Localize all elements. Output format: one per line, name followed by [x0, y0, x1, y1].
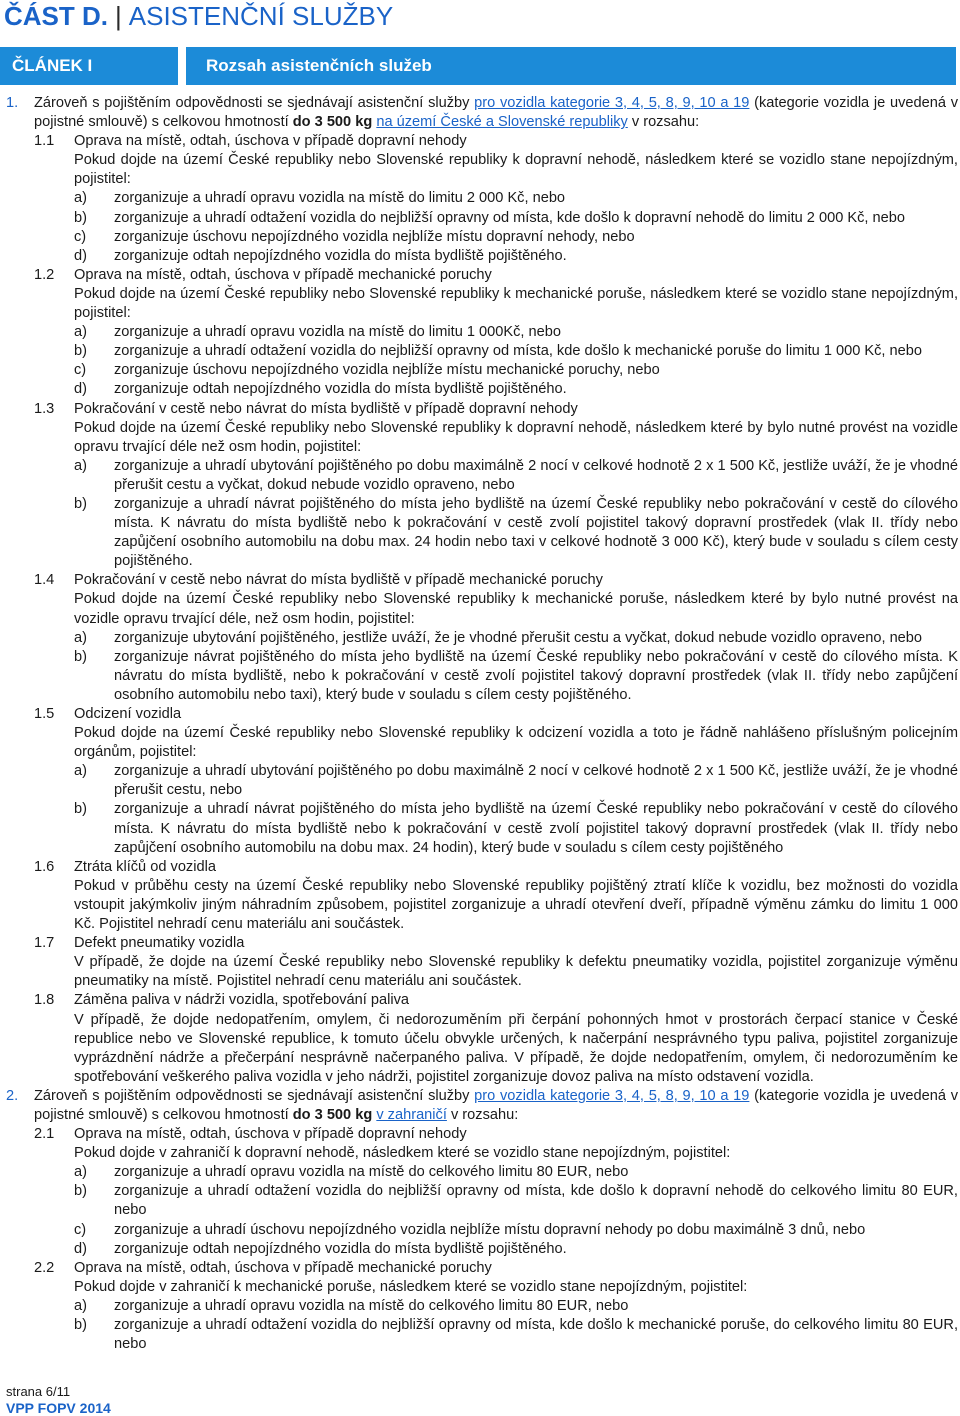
- item-text: zorganizuje a uhradí návrat pojištěného do místa jeho bydliště na území České republiky nebo pokračování v cestě do cílového místa. K návratu do místa bydliště nebo k pokračování v cestě zvolí pojistitel takový dopravní prostředek (vlak II. třídy nebo zapůjčení osobního automobilu na dobu max. 24 hodin nebo taxi v celkové hodnotě 3 000 Kč), který bude v souladu s cílem cesty pojištěného.: [114, 495, 958, 570]
- section-number: 2.: [6, 1087, 19, 1104]
- item-label: a): [74, 324, 87, 341]
- list-item: [6, 1297, 958, 1316]
- subsection-intro: Pokud dojde v zahraničí k mechanické poruše, následkem které se vozidlo stane nepojízdným, pojistitel:: [74, 1278, 748, 1295]
- text-span: (kategorie vozidla je uvedená v pojistné smlouvě) s celkovou hmotností: [34, 1087, 958, 1123]
- weight-limit: do 3 500 kg: [292, 1106, 373, 1123]
- item-label: c): [74, 362, 87, 379]
- text-span: v rozsahu:: [627, 114, 700, 131]
- subsection-text: V případě, že dojde na území České republiky nebo Slovenské republiky k defektu pneumatiky vozidla, pojistitel zorganizuje výměnu pneumatiky na místě. Pojistitel nehradí cenu materiálu ani součástek.: [74, 954, 958, 990]
- item-label: b): [74, 801, 87, 818]
- subsection-1-5: [6, 705, 958, 858]
- item-text: zorganizuje a uhradí odtažení vozidla do nejbližší opravny od místa, kde došlo k dopravní nehodě do celkového limitu 80 EUR, nebo: [114, 1183, 958, 1219]
- list-item: [6, 189, 958, 208]
- item-text: zorganizuje a uhradí odtažení vozidla do nejbližší opravny od místa, kde došlo k mechanické poruše, do celkového limitu 80 EUR, nebo: [114, 1317, 958, 1353]
- part-label: ČÁST D.: [4, 1, 108, 31]
- section-1: [6, 94, 958, 132]
- document-code: VPP FOPV 2014: [6, 1400, 111, 1416]
- item-label: a): [74, 190, 87, 207]
- item-text: zorganizuje a uhradí úschovu nepojízdného vozidla nejblíže místu dopravní nehody po dobu maximálně 3 dnů, nebo: [114, 1221, 866, 1238]
- list-item: [6, 247, 958, 266]
- item-text: zorganizuje úschovu nepojízdného vozidla nejblíže místu dopravní nehody, nebo: [114, 228, 635, 245]
- subsection-number: 1.7: [34, 935, 55, 952]
- item-text: zorganizuje odtah nepojízdného vozidla do místa bydliště pojištěného.: [114, 247, 567, 264]
- text-span: v rozsahu:: [446, 1106, 519, 1123]
- list-item: [6, 342, 958, 361]
- list-item: [6, 800, 958, 857]
- list-item: [6, 1163, 958, 1182]
- subsection-1-6: [6, 858, 958, 934]
- list-item: [6, 495, 958, 571]
- subsection-intro: Pokud dojde na území České republiky nebo Slovenské republiky k dopravní nehodě, následkem které by bylo nutné provést na vozidle opravu trvající déle než osm hodin, pojistitel:: [74, 419, 958, 455]
- weight-limit: do 3 500 kg: [292, 114, 373, 131]
- section-number: 1.: [6, 95, 19, 111]
- list-item: [6, 228, 958, 247]
- subsection-title: Pokračování v cestě nebo návrat do místa bydliště v případě mechanické poruchy: [74, 572, 603, 589]
- item-text: zorganizuje a uhradí odtažení vozidla do nejbližší opravny od místa, kde došlo k mechanické poruše do limitu 1 000 Kč, nebo: [114, 343, 922, 360]
- text-span: (kategorie vozidla je uvedená v pojistné smlouvě) s celkovou hmotností: [34, 95, 958, 131]
- page-header: [4, 0, 393, 34]
- subsection-2-2: [6, 1259, 958, 1354]
- item-label: a): [74, 763, 87, 780]
- subsection-intro: Pokud dojde na území České republiky nebo Slovenské republiky k odcizení vozidla a toto je řádně nahlášeno příslušným policejním orgánům, pojistitel:: [74, 725, 958, 761]
- item-text: zorganizuje a uhradí opravu vozidla na místě do limitu 1 000Kč, nebo: [114, 324, 561, 341]
- item-text: zorganizuje odtah nepojízdného vozidla do místa bydliště pojištěného.: [114, 1240, 567, 1257]
- subsection-number: 1.8: [34, 992, 55, 1009]
- section-2: [6, 1087, 958, 1125]
- list-item: [6, 361, 958, 380]
- item-label: a): [74, 1297, 87, 1314]
- list-item: [6, 380, 958, 399]
- article-banner: [0, 47, 960, 85]
- list-item: [6, 648, 958, 705]
- subsection-title: Oprava na místě, odtah, úschova v případě mechanické poruchy: [74, 266, 492, 283]
- item-text: zorganizuje odtah nepojízdného vozidla do místa bydliště pojištěného.: [114, 381, 567, 398]
- item-label: a): [74, 457, 87, 474]
- item-text: zorganizuje ubytování pojištěného, jestliže uváží, že je vhodné přerušit cestu a vyčkat, dokud nebude vozidlo opraveno, nebo: [114, 629, 923, 646]
- subsection-1-3: [6, 400, 958, 572]
- subsection-intro: Pokud dojde na území České republiky nebo Slovenské republiky k mechanické poruše, následkem které by bylo nutné provést na vozidle opravu trvající déle, než osm hodin, pojistitel:: [74, 591, 958, 627]
- subsection-number: 2.1: [34, 1126, 55, 1143]
- list-item: [6, 1182, 958, 1220]
- item-text: zorganizuje a uhradí opravu vozidla na místě do limitu 2 000 Kč, nebo: [114, 190, 566, 207]
- article-heading: Rozsah asistenčních služeb: [186, 47, 956, 85]
- item-text: zorganizuje návrat pojištěného do místa jeho bydliště na území České republiky nebo pokračování v cestě do cílového místa. K návratu do místa bydliště, nebo k pokračování v cestě zvolí pojistitel takový dopravní prostředek (vlak II. třídy nebo zapůjčení osobního automobilu nebo taxi), který bude v souladu s cílem cesty pojištěného.: [114, 648, 958, 703]
- text-span: Zároveň s pojištěním odpovědnosti se sjednávají asistenční služby: [34, 1087, 475, 1104]
- item-label: d): [74, 1240, 87, 1257]
- subsection-1-7: [6, 934, 958, 991]
- territory-link[interactable]: v zahraničí: [376, 1106, 447, 1123]
- text-span: Zároveň s pojištěním odpovědnosti se sjednávají asistenční služby: [34, 95, 475, 111]
- item-text: zorganizuje a uhradí ubytování pojištěného po dobu maximálně 2 nocí v celkové hodnotě 2 x 1 500 Kč, jestliže uváží, že je vhodné přerušit cestu, nebo: [114, 763, 958, 799]
- vehicle-category-link[interactable]: pro vozidla kategorie 3, 4, 5, 8, 9, 10 a 19: [474, 95, 750, 111]
- subsection-number: 1.2: [34, 266, 55, 283]
- list-item: [6, 209, 958, 228]
- subsection-1-1: [6, 132, 958, 266]
- part-title: ASISTENČNÍ SLUŽBY: [128, 1, 394, 31]
- list-item: [6, 1240, 958, 1259]
- item-label: a): [74, 1164, 87, 1181]
- page-number: strana 6/11: [6, 1384, 71, 1399]
- item-text: zorganizuje a uhradí opravu vozidla na místě do celkového limitu 80 EUR, nebo: [114, 1297, 629, 1314]
- banner-gap: [178, 47, 186, 85]
- subsection-title: Oprava na místě, odtah, úschova v případě dopravní nehody: [74, 1126, 467, 1143]
- item-text: zorganizuje úschovu nepojízdného vozidla nejblíže místu mechanické poruchy, nebo: [114, 362, 660, 379]
- list-item: [6, 1221, 958, 1240]
- item-label: c): [74, 1221, 87, 1238]
- document-body: [6, 94, 958, 1354]
- subsection-title: Oprava na místě, odtah, úschova v případě dopravní nehody: [74, 133, 467, 150]
- subsection-title: Oprava na místě, odtah, úschova v případě mechanické poruchy: [74, 1259, 492, 1276]
- section-text: [6, 1087, 958, 1125]
- item-label: b): [74, 209, 87, 226]
- subsection-title: Pokračování v cestě nebo návrat do místa bydliště v případě dopravní nehody: [74, 400, 578, 417]
- item-label: c): [74, 228, 87, 245]
- list-item: [6, 762, 958, 800]
- item-label: b): [74, 343, 87, 360]
- subsection-intro: Pokud dojde v zahraničí k dopravní nehodě, následkem které se vozidlo stane nepojízdným, pojistitel:: [74, 1145, 731, 1162]
- subsection-number: 1.1: [34, 133, 55, 150]
- item-label: b): [74, 648, 87, 665]
- subsection-text: V případě, že dojde nedopatřením, omylem, či nedorozuměním při čerpání pohonných hmot v prostorách čerpací stanice v České republice nebo ve Slovenské republice, k tomuto účelu obvykle určených, k načerpání nesprávného typu paliva, pojistitel zorganizuje vyprázdnění nádrže a přečerpání nesprávně načerpaného paliva. V případě, že dojde nedopatřením, omylem, či nedorozuměním ke spotřebování veškerého paliva vozidla v jeho nádrži, pojistitel zorganizuje dovoz paliva na místo odstavení vozidla.: [74, 1011, 958, 1085]
- item-label: d): [74, 247, 87, 264]
- subsection-1-4: [6, 571, 958, 705]
- subsection-number: 1.3: [34, 400, 55, 417]
- item-text: zorganizuje a uhradí odtažení vozidla do nejbližší opravny od místa, kde došlo k dopravní nehodě do limitu 2 000 Kč, nebo: [114, 209, 905, 226]
- item-text: zorganizuje a uhradí opravu vozidla na místě do celkového limitu 80 EUR, nebo: [114, 1164, 629, 1181]
- list-item: [6, 1316, 958, 1354]
- page-footer: [6, 1384, 111, 1416]
- item-label: a): [74, 629, 87, 646]
- subsection-number: 2.2: [34, 1259, 55, 1276]
- list-item: [6, 629, 958, 648]
- subsection-title: Defekt pneumatiky vozidla: [74, 935, 245, 952]
- vehicle-category-link[interactable]: pro vozidla kategorie 3, 4, 5, 8, 9, 10 a 19: [474, 1087, 750, 1104]
- item-text: zorganizuje a uhradí ubytování pojištěného po dobu maximálně 2 nocí v celkové hodnotě 2 x 1 500 Kč, jestliže uváží, že je vhodné přerušit cestu a vyčkat, dokud nebude vozidlo opraveno, nebo: [114, 457, 958, 493]
- section-text: [6, 94, 958, 132]
- article-number: ČLÁNEK I: [0, 47, 178, 85]
- subsection-2-1: [6, 1125, 958, 1259]
- subsection-title: Záměna paliva v nádrži vozidla, spotřebování paliva: [74, 992, 410, 1009]
- item-label: d): [74, 381, 87, 398]
- list-item: [6, 323, 958, 342]
- subsection-number: 1.4: [34, 572, 55, 589]
- subsection-1-2: [6, 266, 958, 400]
- item-label: b): [74, 495, 87, 512]
- list-item: [6, 457, 958, 495]
- subsection-intro: Pokud dojde na území České republiky nebo Slovenské republiky k dopravní nehodě, následkem které se vozidlo stane nepojízdným, pojistitel:: [74, 152, 958, 188]
- item-text: zorganizuje a uhradí návrat pojištěného do místa jeho bydliště na území České republiky nebo pokračování v cestě do cílového místa. K návratu do místa bydliště nebo k pokračování v cestě zvolí pojistitel takový dopravní prostředek (vlak II. třídy nebo zapůjčení osobního automobilu na dobu max. 24 hodin), který bude v souladu s cílem cesty pojištěného: [114, 801, 958, 856]
- item-label: b): [74, 1317, 87, 1333]
- subsection-1-8: [6, 991, 958, 1086]
- subsection-intro: Pokud dojde na území České republiky nebo Slovenské republiky k mechanické poruše, následkem které se vozidlo stane nepojízdným, pojistitel:: [74, 285, 958, 322]
- header-separator: |: [115, 1, 122, 31]
- subsection-title: Ztráta klíčů od vozidla: [74, 858, 216, 875]
- item-label: b): [74, 1183, 87, 1200]
- subsection-text: Pokud v průběhu cesty na území České republiky nebo Slovenské republiky pojištěný ztratí klíče k vozidlu, bez možnosti do vozidla vstoupit jakýmkoliv jiným náhradním způsobem, pojistitel zorganizuje a uhradí otevření dveří, případně výměnu zámku do limitu 1 000 Kč. Pojistitel nehradí cenu materiálu ani součástek.: [74, 877, 958, 933]
- subsection-number: 1.6: [34, 858, 55, 875]
- subsection-number: 1.5: [34, 706, 55, 722]
- subsection-title: Odcizení vozidla: [74, 706, 182, 722]
- territory-link[interactable]: na území České a Slovenské republiky: [376, 114, 628, 131]
